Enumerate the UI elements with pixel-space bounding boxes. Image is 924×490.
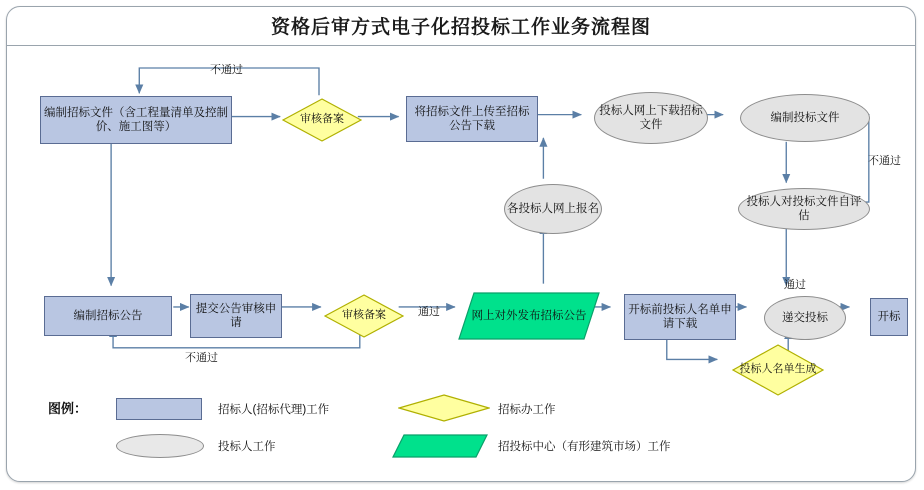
node-prepare-announcement[interactable] [44, 296, 172, 336]
node-label: 递交投标 [782, 311, 828, 324]
page-title: 资格后审方式电子化招投标工作业务流程图 [270, 17, 651, 38]
legend-swatch-green [392, 434, 488, 458]
node-label: 编制投标文件 [770, 111, 840, 124]
legend-swatch-blue [116, 398, 202, 420]
node-upload-tender-document[interactable] [406, 96, 538, 142]
legend-swatch-yellow [398, 394, 490, 422]
legend-swatch-gray [116, 434, 204, 458]
node-bidder-list-generated[interactable] [732, 344, 824, 396]
node-label: 审核备案 [342, 309, 386, 322]
node-bidder-list-download[interactable] [624, 294, 736, 340]
edge-label-fail-top: 不通过 [210, 64, 243, 76]
node-prepare-bid-document[interactable] [740, 94, 870, 142]
node-submit-announcement-review[interactable] [190, 294, 282, 338]
legend-text-green: 招投标中心（有形建筑市场）工作 [498, 441, 671, 453]
node-bid-opening[interactable] [870, 298, 908, 336]
node-label: 各投标人网上报名 [507, 202, 599, 215]
legend-text-gray: 投标人工作 [218, 441, 276, 453]
node-label: 审核备案 [300, 113, 344, 126]
node-submit-bid[interactable] [764, 296, 846, 340]
node-label: 投标人对投标文件自评估 [746, 195, 862, 222]
node-label: 编制招标文件（含工程量清单及控制价、施工图等） [44, 106, 228, 133]
node-label: 将招标文件上传至招标公告下载 [414, 105, 530, 132]
node-bidder-self-assessment[interactable] [738, 188, 870, 230]
node-review-record-bottom[interactable] [324, 294, 404, 338]
node-review-record-top[interactable] [282, 98, 362, 142]
node-label-wrap [458, 292, 600, 340]
node-label: 开标 [877, 310, 901, 323]
legend-text-yellow: 招标办工作 [498, 404, 556, 416]
node-label: 编制招标公告 [73, 309, 143, 322]
node-label: 提交公告审核申请 [195, 302, 277, 329]
node-prepare-tender-document[interactable] [40, 96, 232, 144]
node-label: 开标前投标人名单申请下载 [628, 303, 732, 330]
edge-label-pass-bottom: 通过 [418, 306, 440, 318]
legend-title: 图例： [48, 401, 88, 416]
node-bidder-online-registration[interactable] [504, 184, 602, 234]
node-label: 投标人网上下载招标文件 [599, 104, 703, 131]
node-label: 投标人名单生成 [739, 363, 817, 376]
edge-label-pass-right: 通过 [784, 279, 806, 291]
node-bidder-download-document[interactable] [594, 92, 708, 144]
edge-label-fail-right: 不通过 [868, 155, 901, 167]
legend-text-blue: 招标人(招标代理)工作 [218, 404, 330, 416]
node-publish-announcement-online[interactable] [458, 292, 600, 340]
edge-label-fail-bottom: 不通过 [185, 352, 218, 364]
node-label: 网上对外发布招标公告 [471, 309, 587, 322]
